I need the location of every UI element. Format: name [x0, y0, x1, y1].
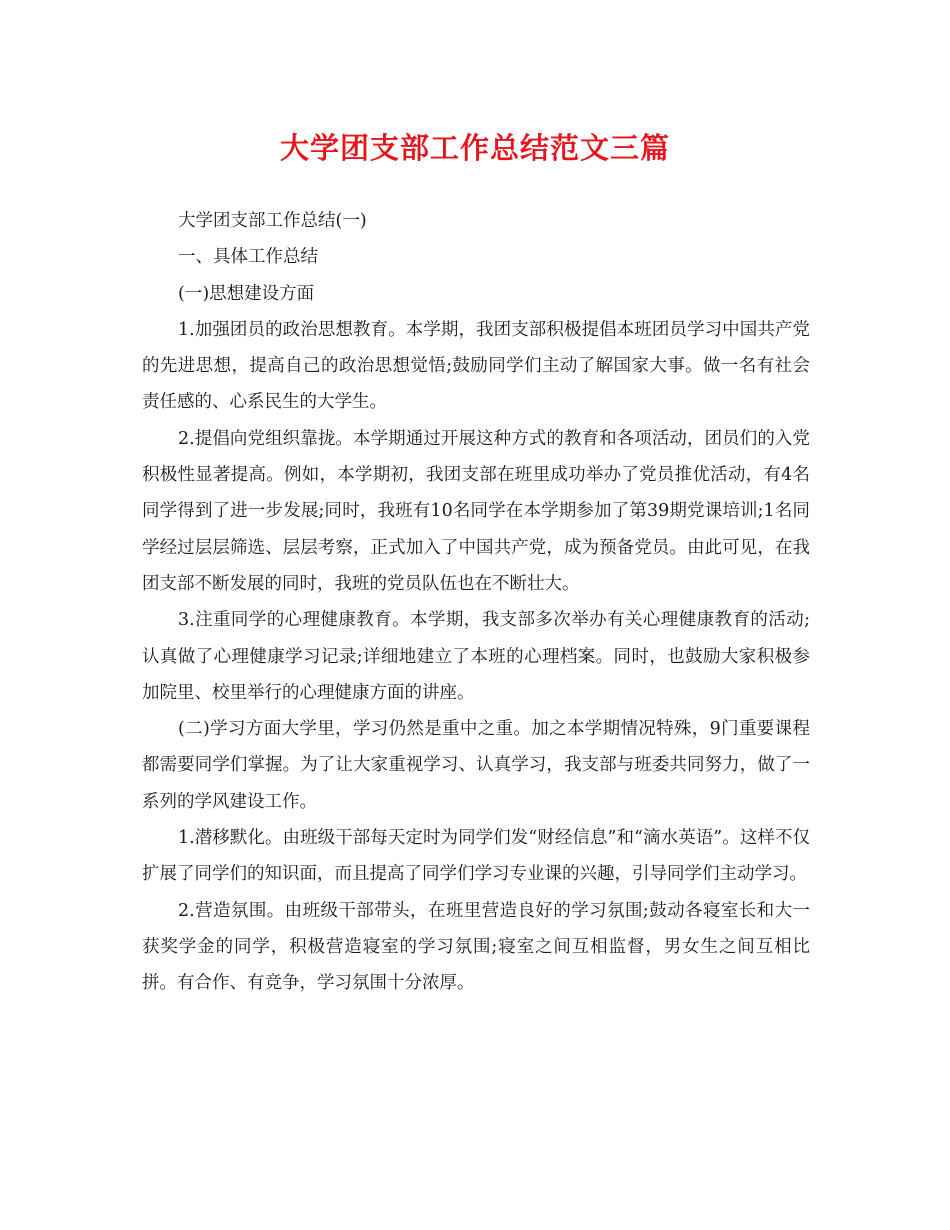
- document-body: [142, 203, 810, 1002]
- section-heading: 大学团支部工作总结(一): [178, 211, 367, 231]
- body-paragraph: 1.潜移默化。由班级干部每天定时为同学们发“财经信息”和“滴水英语”。这样不仅扩展了同学们的知识面，而且提高了同学们学习专业课的兴趣，引导同学们主动学习。: [142, 828, 810, 885]
- subsection-heading: (一)思想建设方面: [178, 283, 315, 304]
- body-paragraph: 2.营造氛围。由班级干部带头，在班里营造良好的学习氛围;鼓动各寝室长和大一获奖学金的同学，积极营造寝室的学习氛围;寝室之间互相监督，男女生之间互相比拼。有合作、有竞争，学习氛围十分浓厚。: [142, 900, 810, 994]
- body-paragraph: 3.注重同学的心理健康教育。本学期，我支部多次举办有关心理健康教育的活动;认真做了心理健康学习记录;详细地建立了本班的心理档案。同时，也鼓励大家积极参加院里、校里举行的心理健康方面的讲座。: [142, 610, 810, 703]
- body-paragraph: 1.加强团员的政治思想教育。本学期，我团支部积极提倡本班团员学习中国共产党的先进思想，提高自己的政治思想觉悟;鼓励同学们主动了解国家大事。做一名有社会责任感的、心系民生的大学生。: [142, 319, 810, 413]
- body-paragraph: 2.提倡向党组织靠拢。本学期通过开展这种方式的教育和各项活动，团员们的入党积极性显著提高。例如，本学期初，我团支部在班里成功举办了党员推优活动，有4名同学得到了进一步发展;同时，我班有10名同学在本学期参加了第39期党课培训;1名同学经过层层筛选、层层考察，正式加入了中国共产党，成为预备党员。由此可见，在我团支部不断发展的同时，我班的党员队伍也在不断壮大。: [142, 428, 810, 594]
- subsection-heading: 一、具体工作总结: [178, 247, 318, 268]
- body-paragraph: (二)学习方面大学里，学习仍然是重中之重。加之本学期情况特殊，9门重要课程都需要同学们掌握。为了让大家重视学习、认真学习，我支部与班委共同努力，做了一系列的学风建设工作。: [142, 719, 810, 812]
- document-title: 大学团支部工作总结范文三篇: [279, 131, 670, 165]
